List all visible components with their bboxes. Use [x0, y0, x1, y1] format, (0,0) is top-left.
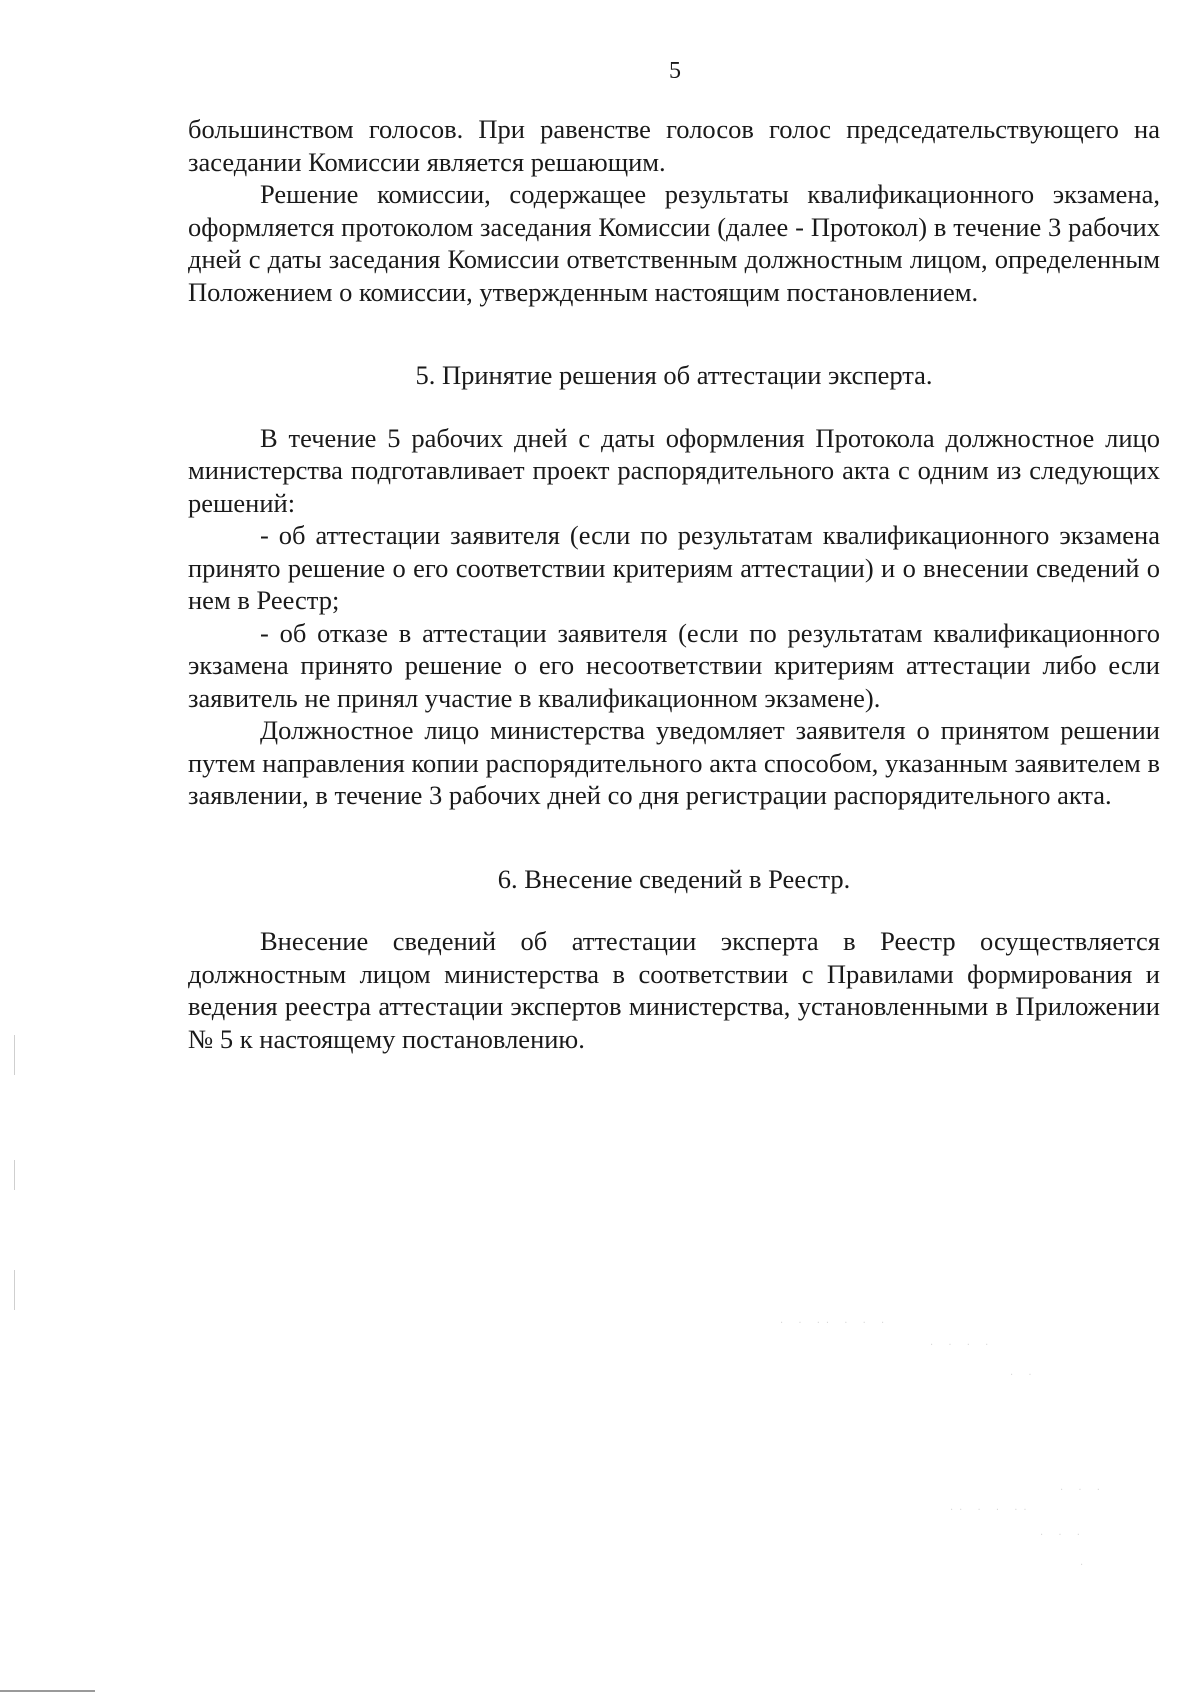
scan-noise-4: · · ·: [1060, 1485, 1106, 1496]
paragraph-registry-entry: Внесение сведений об аттестации эксперта в Реестр осуществляется должностным лицом министерства в соответствии с Правилами формирования и ведения реестра аттестации экспертов министерства, установленными в Приложении № 5 к настоящему постановлению.: [188, 926, 1160, 1054]
paragraph-ministry-draft-act: В течение 5 рабочих дней с даты оформления Протокола должностное лицо министерства подготавливает проект распорядительного акта с одним из следующих решений:: [188, 422, 1160, 518]
list-item-attestation-refused: - об отказе в аттестации заявителя (если по результатам квалификационного экзамена принято решение о его несоответствии критериям аттестации либо если заявитель не принял участие в квалификационном экзамене).: [188, 617, 1160, 713]
scan-bottom-line: [0, 1690, 95, 1692]
scan-noise-3: · ·: [1010, 1370, 1038, 1381]
scan-noise-5: ·· · · ··: [950, 1505, 1033, 1516]
scan-noise-1: · · ·· · · ·: [780, 1318, 891, 1329]
scan-edge-mark-2: [14, 1160, 15, 1190]
scan-noise-7: ·: [1080, 1560, 1090, 1571]
page-number: 5: [669, 58, 681, 84]
section-heading-5: 5. Принятие решения об аттестации эксперта.: [415, 360, 933, 390]
document-body: [188, 113, 1160, 1055]
scan-noise-2: · · · ·: [930, 1340, 995, 1351]
section-heading-6: 6. Внесение сведений в Реестр.: [497, 863, 851, 894]
list-item-attestation-granted: - об аттестации заявителя (если по результатам квалификационного экзамена принято решение о его соответствии критериям аттестации) и о внесении сведений о нем в Реестр;: [188, 520, 1160, 615]
scan-edge-mark-1: [14, 1035, 15, 1075]
paragraph-commission-decision: Решение комиссии, содержащее результаты квалификационного экзамена, оформляется протоколом заседания Комиссии (далее - Протокол) в течение 3 рабочих дней с даты заседания Комиссии ответственным должностным лицом, определенным Положением о комиссии, утвержденным настоящим постановлением.: [188, 179, 1160, 307]
scan-edge-mark-3: [14, 1270, 15, 1310]
paragraph-notification: Должностное лицо министерства уведомляет заявителя о принятом решении путем направления копии распорядительного акта способом, указанным заявителем в заявлении, в течение 3 рабочих дней со дня регистрации распорядительного акта.: [188, 715, 1160, 810]
scan-noise-6: · · ·: [1040, 1530, 1086, 1541]
paragraph-voting-majority: большинством голосов. При равенстве голосов голос председательствующего на заседании Комиссии является решающим.: [188, 114, 1160, 177]
